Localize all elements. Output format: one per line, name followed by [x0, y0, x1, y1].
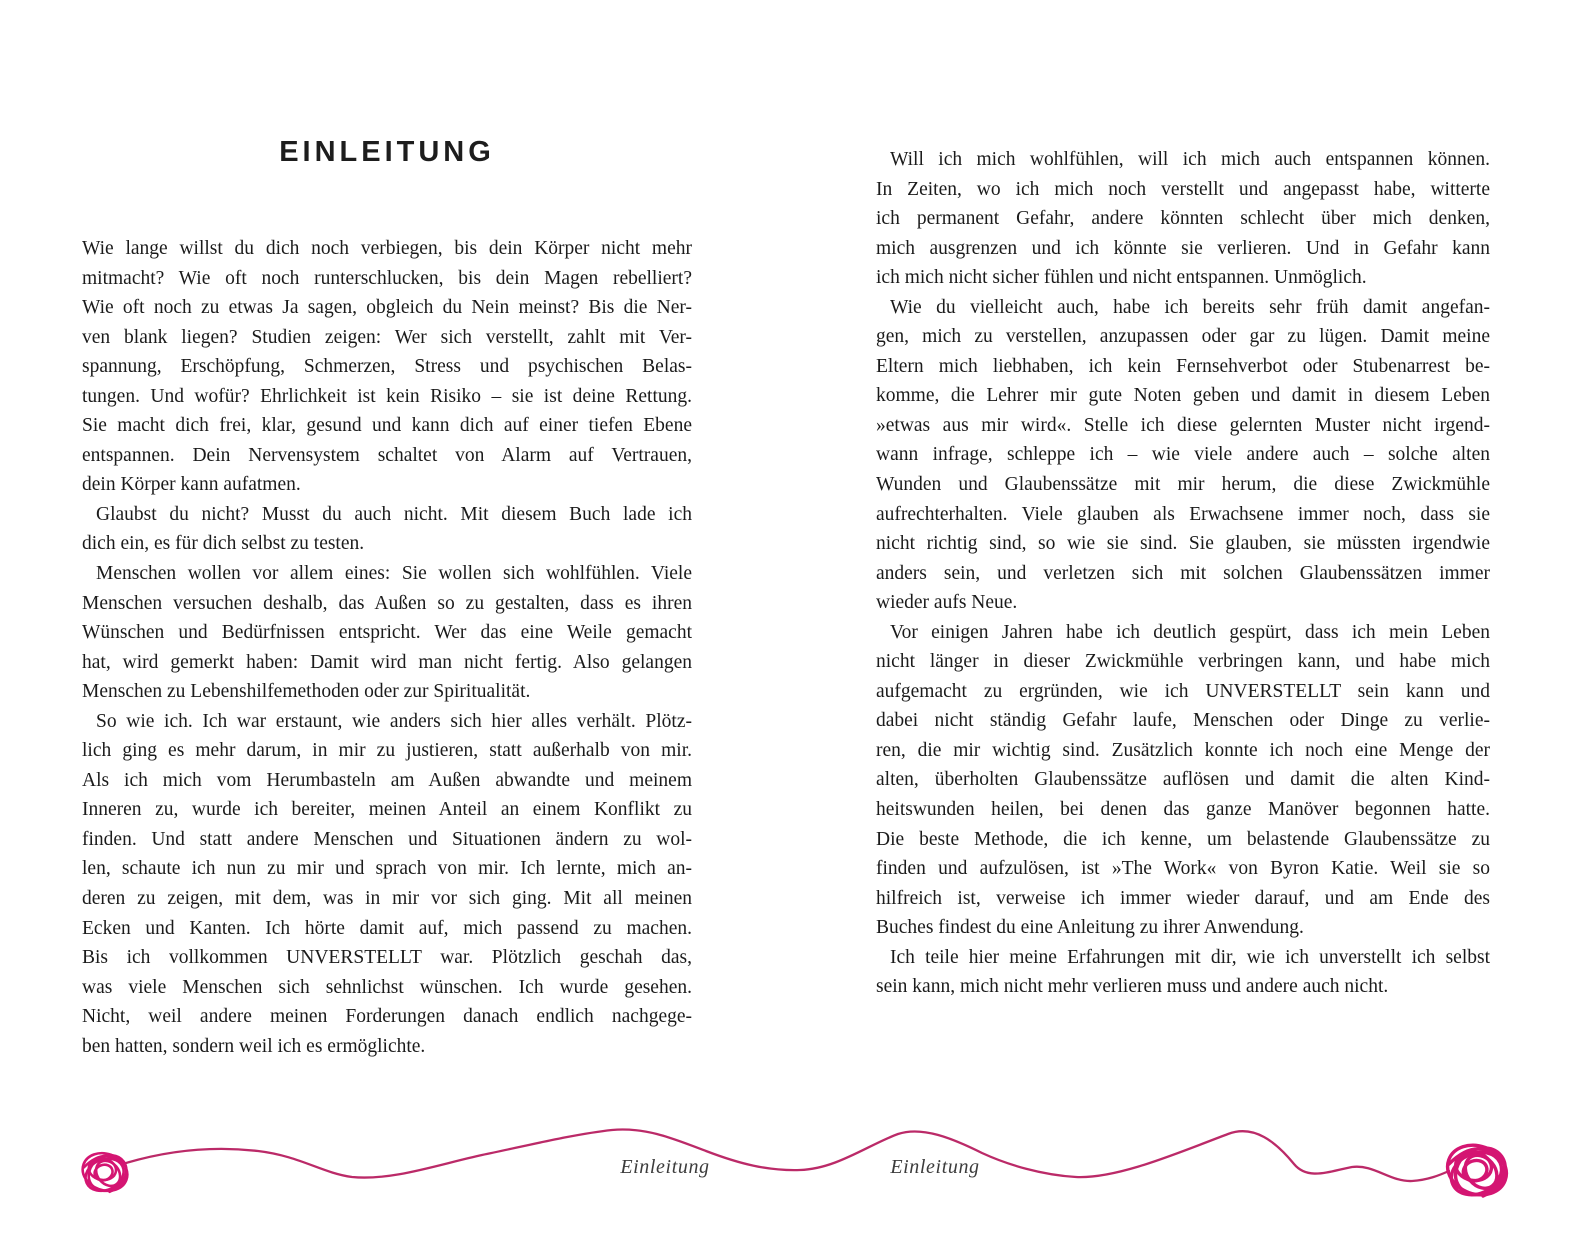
- text-line: hat, wird gemerkt haben: Damit wird man nicht fertig. Also gelangen: [82, 651, 692, 673]
- text-line: alten, überholten Glaubenssätze auflösen und damit die alten Kind-: [876, 769, 1490, 791]
- text-line: gen, mich zu verstellen, anzupassen oder gar zu lügen. Damit meine: [876, 326, 1490, 348]
- text-line: Will ich mich wohlfühlen, will ich mich auch entspannen können.: [890, 149, 1490, 170]
- text-line: Bis ich vollkommen UNVERSTELLT war. Plötzlich geschah das,: [82, 947, 692, 969]
- text-line: Menschen zu Lebenshilfemethoden oder zur Spiritualität.: [82, 681, 531, 703]
- left-page-body: [82, 234, 692, 1061]
- running-footer-right: Einleitung: [890, 1156, 980, 1178]
- text-line: Inneren zu, wurde ich bereiter, meinen Anteil an einem Konflikt zu: [82, 799, 692, 821]
- text-line: nicht richtig sind, so wie sie sind. Sie glauben, sie müssten irgendwie: [876, 533, 1490, 555]
- text-line: aufrechterhalten. Viele glauben als Erwachsene immer noch, dass sie: [876, 503, 1490, 525]
- text-line: finden und aufzulösen, ist »The Work« von Byron Katie. Weil sie so: [876, 858, 1490, 880]
- text-line: Glaubst du nicht? Musst du auch nicht. Mit diesem Buch lade ich: [96, 503, 692, 525]
- text-line: lich ging es mehr darum, in mir zu justieren, statt außerhalb von mir.: [82, 740, 692, 762]
- paragraph: [876, 293, 1490, 618]
- text-line: len, schaute ich nun zu mir und sprach von mir. Ich lernte, mich an-: [82, 858, 692, 880]
- running-footer-left: Einleitung: [620, 1156, 710, 1178]
- text-line: finden. Und statt andere Menschen und Situationen ändern zu wol-: [82, 828, 692, 850]
- text-line: heitswunden heilen, bei denen das ganze Manöver begonnen hatte.: [876, 799, 1490, 821]
- text-line: Buches findest du eine Anleitung zu ihrer Anwendung.: [876, 917, 1304, 939]
- text-line: Wünschen und Bedürfnissen entspricht. Wer das eine Weile gemacht: [82, 622, 692, 644]
- text-line: mitmacht? Wie oft noch runterschlucken, bis dein Magen rebelliert?: [82, 267, 692, 289]
- paragraph: [82, 707, 692, 1062]
- text-line: Als ich mich vom Herumbasteln am Außen abwandte und meinem: [82, 769, 692, 791]
- text-line: wann infrage, schleppe ich – wie viele andere auch – solche alten: [876, 444, 1490, 466]
- text-line: Eltern mich liebhaben, ich kein Fernsehverbot oder Stubenarrest be-: [876, 355, 1490, 377]
- text-line: Vor einigen Jahren habe ich deutlich gespürt, dass ich mein Leben: [890, 621, 1490, 643]
- thread-ball-left-icon: [77, 1147, 133, 1198]
- text-line: Menschen versuchen deshalb, das Außen so zu gestalten, dass es ihren: [82, 592, 692, 614]
- text-line: »etwas aus mir wird«. Stelle ich diese gelernten Muster nicht irgend-: [876, 414, 1490, 436]
- text-line: mich ausgrenzen und ich könnte sie verlieren. Und in Gefahr kann: [876, 237, 1490, 259]
- text-line: hilfreich ist, verweise ich immer wieder darauf, und am Ende des: [876, 887, 1490, 909]
- thread-ball-right-icon: [1441, 1137, 1515, 1204]
- chapter-title: EINLEITUNG: [279, 136, 495, 168]
- text-line: Ich teile hier meine Erfahrungen mit dir, wie ich unverstellt ich selbst: [890, 946, 1490, 968]
- paragraph: [82, 500, 692, 559]
- text-line: ren, die mir wichtig sind. Zusätzlich konnte ich noch eine Menge der: [876, 739, 1490, 761]
- text-line: aufgemacht zu ergründen, wie ich UNVERSTELLT sein kann und: [876, 680, 1490, 702]
- right-page-body: [876, 145, 1490, 1002]
- text-line: Menschen wollen vor allem eines: Sie wollen sich wohlfühlen. Viele: [96, 563, 692, 585]
- paragraph: [876, 145, 1490, 293]
- text-line: ven blank liegen? Studien zeigen: Wer sich verstellt, zahlt mit Ver-: [82, 326, 692, 348]
- text-line: Wie lange willst du dich noch verbiegen, bis dein Körper nicht mehr: [82, 238, 692, 259]
- paragraph: [876, 943, 1490, 1002]
- thread-wavy-line: [126, 1130, 1449, 1182]
- text-line: Wie du vielleicht auch, habe ich bereits sehr früh damit angefan-: [890, 296, 1490, 318]
- text-line: Wunden und Glaubenssätze mit mir herum, die diese Zwickmühle: [876, 474, 1490, 496]
- paragraph: [82, 559, 692, 707]
- text-line: ich permanent Gefahr, andere könnten schlecht über mich denken,: [876, 208, 1490, 230]
- text-line: Sie macht dich frei, klar, gesund und kann dich auf einer tiefen Ebene: [82, 415, 692, 437]
- text-line: ich mich nicht sicher fühlen und nicht entspannen. Unmöglich.: [876, 267, 1367, 289]
- text-line: komme, die Lehrer mir gute Noten geben und damit in diesem Leben: [876, 385, 1490, 407]
- paragraph: [82, 234, 692, 500]
- text-line: Wie oft noch zu etwas Ja sagen, obgleich du Nein meinst? Bis die Ner-: [82, 297, 692, 319]
- text-line: was viele Menschen sich sehnlichst wünschen. Ich wurde gesehen.: [82, 976, 692, 998]
- text-line: ben hatten, sondern weil ich es ermöglichte.: [82, 1035, 426, 1057]
- text-line: tungen. Und wofür? Ehrlichkeit ist kein Risiko – sie ist deine Rettung.: [82, 385, 692, 407]
- text-line: dein Körper kann aufatmen.: [82, 474, 301, 496]
- text-line: anders sein, und verletzen sich mit solchen Glaubenssätzen immer: [876, 562, 1490, 584]
- paragraph: [876, 618, 1490, 943]
- text-line: nicht länger in dieser Zwickmühle verbringen kann, und habe mich: [876, 651, 1490, 673]
- text-line: dich ein, es für dich selbst zu testen.: [82, 533, 365, 555]
- text-line: entspannen. Dein Nervensystem schaltet von Alarm auf Vertrauen,: [82, 444, 692, 466]
- text-line: In Zeiten, wo ich mich noch verstellt und angepasst habe, witterte: [876, 178, 1490, 200]
- text-line: Nicht, weil andere meinen Forderungen danach endlich nachgege-: [82, 1006, 692, 1028]
- text-line: So wie ich. Ich war erstaunt, wie anders sich hier alles verhält. Plötz-: [96, 710, 692, 732]
- text-line: wieder aufs Neue.: [876, 592, 1018, 614]
- text-line: dabei nicht ständig Gefahr laufe, Menschen oder Dinge zu verlie-: [876, 710, 1490, 732]
- text-line: spannung, Erschöpfung, Schmerzen, Stress und psychischen Belas-: [82, 356, 692, 378]
- text-line: deren zu zeigen, mit dem, was in mir vor sich ging. Mit all meinen: [82, 888, 692, 910]
- text-line: sein kann, mich nicht mehr verlieren muss und andere auch nicht.: [876, 976, 1389, 998]
- text-line: Ecken und Kanten. Ich hörte damit auf, mich passend zu machen.: [82, 917, 692, 939]
- text-line: Die beste Methode, die ich kenne, um belastende Glaubenssätze zu: [876, 828, 1490, 850]
